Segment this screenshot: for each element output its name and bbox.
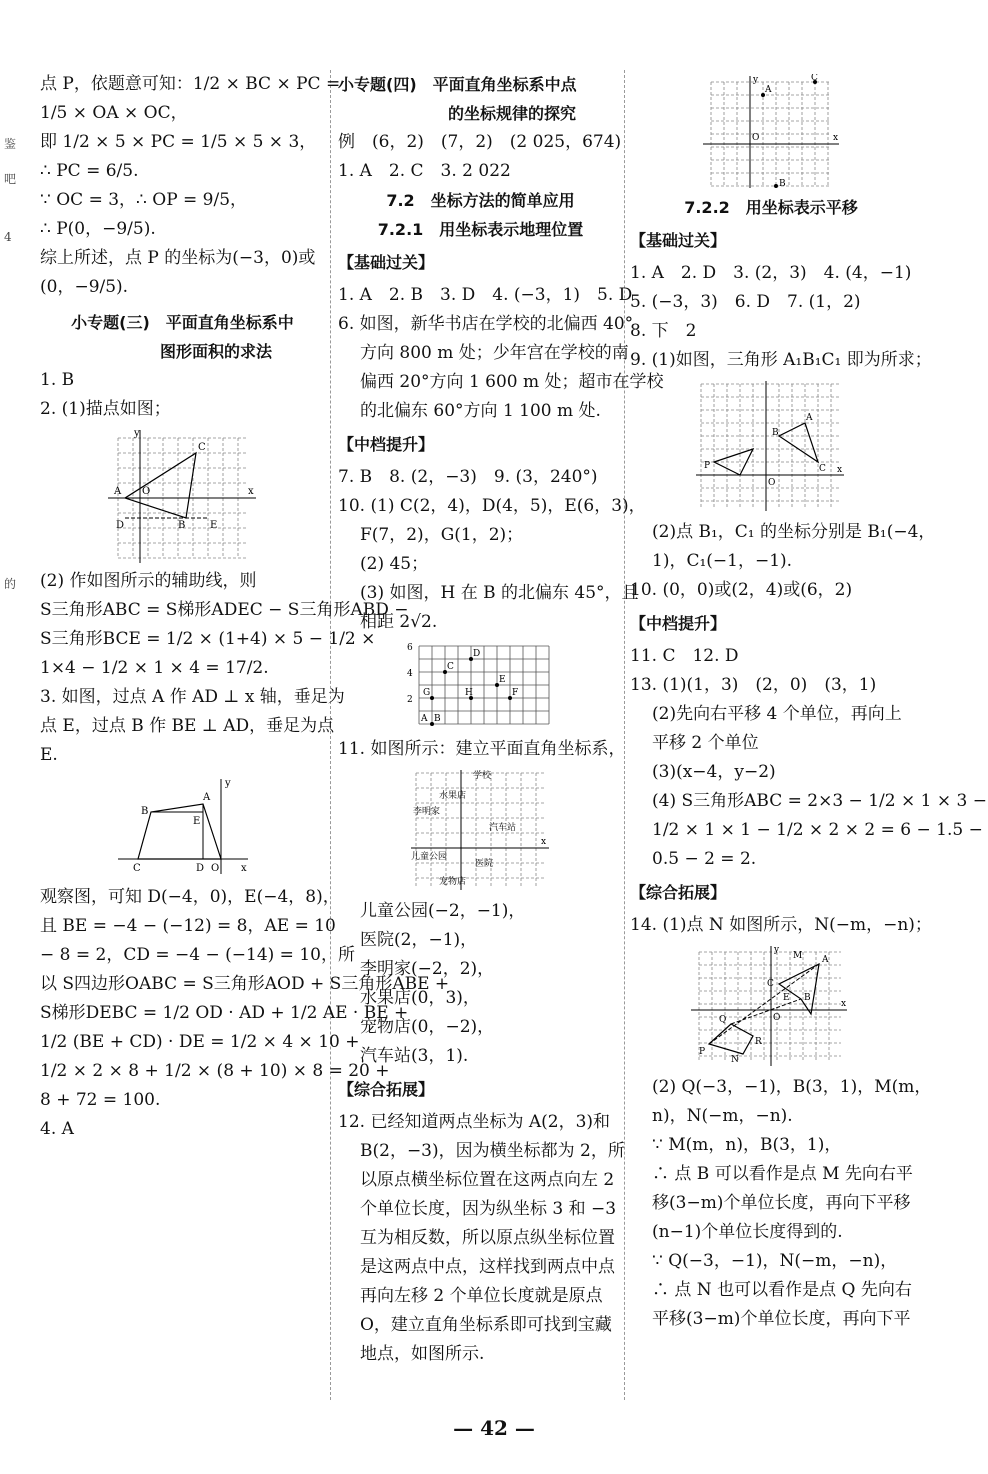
point-label: G [422,688,430,698]
topic-title: 的坐标规律的探究 [448,104,577,123]
point-label: B [177,520,185,531]
answer: 11. C 12. D [630,646,739,666]
point-label: E [498,675,506,685]
point-label: E [209,520,217,531]
point-label: D [472,649,480,659]
text-line: ∵ Q(−3，−1)，N(−m，−n)， [652,1251,898,1271]
quadrilateral-figure [113,774,253,879]
text-line: 水果店(0，3)， [360,988,480,1008]
point-label: C [132,863,141,874]
point-label: A [822,955,829,965]
text-line: B(2，−3)，因为横坐标都为 2，所 [360,1141,625,1161]
point-label: O [210,863,219,874]
axis-label: y [224,778,231,789]
axis-label: x [833,133,839,143]
text-line: − 8 = 2，CD = −4 − (−14) = 10，所 [40,945,355,965]
text-line: 14. (1)点 N 如图所示，N(−m，−n)； [630,915,932,935]
point-label: H [464,688,473,698]
tick-label: 6 [406,643,413,653]
place-label: 水果店 [438,791,466,801]
axis-label: y [753,75,759,85]
text-line: S梯形DEBC = 1/2 OD · AD + 1/2 AE · BE + [40,1003,409,1023]
text-line: 移(3−m)个单位长度，再向下平移 [652,1193,911,1213]
text-line: (3)(x−4，y−2) [652,762,776,782]
text-line: F(7，2)，G(1，2)； [360,525,524,545]
point-label: R [755,1037,762,1047]
text-line: 1/5 × OA × OC， [40,103,188,123]
text-line: 以原点横坐标位置在这两点向左 2 [360,1170,615,1190]
point-label: P [704,461,711,471]
text-line: 且 BE = −4 − (−12) = 8，AE = 10 [40,916,336,936]
answer: 1. B [40,370,75,390]
point-label: B [140,806,148,817]
point-label: C [767,979,774,989]
point-label: O [768,478,776,488]
text-line: 13. (1)(1，3) (2，0) (3，1) [630,675,877,695]
point-label: O [141,486,150,497]
point-label: B [433,714,441,724]
point-label: E [192,816,200,827]
place-label: 汽车站 [488,823,516,833]
text-line: 汽车站(3，1). [360,1046,469,1066]
point-label: C [811,74,818,83]
text-line: 平移 2 个单位 [652,733,759,753]
text-line: ∴ PC = 6/5. [40,161,139,181]
text-line: 相距 2√2. [360,612,438,632]
text-line: 综上所述，点 P 的坐标为(−3，0)或 [40,248,316,268]
text-line: 以 S四边形OABC = S三角形AOD + S三角形ABE + [40,974,450,994]
text-line: (2)点 B₁，C₁ 的坐标分别是 B₁(−4， [652,522,936,542]
place-label: 李明家 [412,807,440,817]
text-line: 1/2 × 2 × 8 + 1/2 × (8 + 10) × 8 = 20 + [40,1061,390,1081]
point-label: B [804,993,811,1003]
text-line: (n−1)个单位长度得到的. [652,1222,843,1242]
point-label: C [197,442,206,453]
answer: 1. A 2. C 3. 2 022 [338,161,511,181]
text-line: 地点，如图所示. [360,1344,485,1364]
text-line: (2) Q(−3，−1)，B(3，1)，M(m， [652,1077,932,1097]
point-label: O [773,1013,781,1023]
text-line: O，建立直角坐标系即可找到宝藏 [360,1315,612,1335]
point-label: M [793,951,803,961]
text-line: (2) 45； [360,554,429,574]
edge-char: 4 [4,230,12,244]
basic-heading: 【基础过关】 [630,231,727,250]
text-line: (0，−9/5). [40,277,129,297]
answer: 1. A 2. D 3. (2，3) 4. (4，−1) [630,263,912,283]
point-label: A [765,85,772,95]
basic-heading: 【基础过关】 [338,253,435,272]
subsection-title: 7.2.1 用坐标表示地理位置 [377,220,584,239]
text-line: 即 1/2 × 5 × PC = 1/5 × 5 × 3， [40,132,317,152]
text-line: 互为相反数，所以原点纵坐标位置 [360,1228,615,1248]
axis-label: x [540,837,546,847]
text-line: 0.5 − 2 = 2. [652,849,757,869]
text-line: 是这两点中点，这样找到两点中点 [360,1257,615,1277]
answer: 4. A [40,1119,74,1139]
answer: 例 (6，2) (7，2) (2 025，674) [338,132,622,152]
text-line: 李明家(−2，2)， [360,959,495,979]
text-line: 1)，C₁(−1，−1). [652,551,793,571]
text-line: ∵ OC = 3，∴ OP = 9/5， [40,190,248,210]
text-line: 3. 如图，过点 A 作 AD ⊥ x 轴，垂足为 [40,687,345,707]
text-line: (3) 如图，H 在 B 的北偏东 45°，且 [360,583,639,603]
point-label: C [819,464,826,474]
point-label: B [779,179,786,189]
treasure-figure [701,74,841,189]
column-divider [624,70,625,1400]
tick-label: 2 [406,695,413,705]
text-line: 再向左移 2 个单位长度就是原点 [360,1286,603,1306]
place-label: 宠物店 [438,877,466,887]
point-label: E [783,993,790,1003]
text-line: 9. (1)如图，三角形 A₁B₁C₁ 即为所求； [630,350,932,370]
axis-label: x [837,465,843,475]
text-line: 个单位长度，因为纵坐标 3 和 −3 [360,1199,617,1219]
point-label: F [511,688,518,698]
text-line: n)，N(−m，−n). [652,1106,793,1126]
edge-char: 鉴 [4,137,17,151]
text-line: 点 E，过点 B 作 BE ⊥ AD，垂足为点 [40,716,335,736]
text-line: 偏西 20°方向 1 600 m 处；超市在学校 [360,372,664,392]
place-label: 医院 [474,859,493,869]
text-line: ∵ M(m，n)，B(3，1)， [652,1135,842,1155]
answer: 1. A 2. B 3. D 4. (−3，1) 5. D [338,285,633,305]
section-title: 7.2 坐标方法的简单应用 [386,191,575,210]
axis-label: y [774,945,780,955]
point-label: B [772,428,779,438]
text-line: 的北偏东 60°方向 1 100 m 处. [360,401,601,421]
mid-heading: 【中档提升】 [630,614,727,633]
text-line: 平移(3−m)个单位长度，再向下平 [652,1309,911,1329]
axis-label: y [133,428,140,439]
answer: 8. 下 2 [630,321,697,341]
edge-char: 吧 [4,172,17,186]
text-line: 12. 已经知道两点坐标为 A(2，3)和 [338,1112,611,1132]
text-line: 10. (1) C(2，4)，D(4，5)，E(6，3)， [338,496,646,516]
place-label: 儿童公园 [410,852,447,862]
point-label: A [113,486,121,497]
text-line: 8 + 72 = 100. [40,1090,161,1110]
coordinate-figure-abc [108,428,258,563]
answer: 2. (1)描点如图； [40,399,171,419]
tick-label: 4 [406,669,413,679]
text-line: (2) 作如图所示的辅助线，则 [40,571,257,591]
text-line: (2)先向右平移 4 个单位，再向上 [652,704,902,724]
ext-heading: 【综合拓展】 [630,883,727,902]
text-line: 11. 如图所示：建立平面直角坐标系， [338,739,626,759]
point-label: D [195,863,204,874]
translation-figure-q9 [696,379,846,514]
place-label: 学校 [472,771,491,781]
point-label: A [806,413,813,423]
text-line: S三角形BCE = 1/2 × (1+4) × 5 − 1/2 × [40,629,376,649]
text-line: 1×4 − 1/2 × 1 × 4 = 17/2. [40,658,269,678]
text-line: ∴ P(0，−9/5). [40,219,156,239]
page-number: — 42 — [453,1416,535,1440]
text-line: 观察图，可知 D(−4，0)，E(−4，8)， [40,887,340,907]
page-number-value: 42 [480,1416,508,1440]
axis-label: x [247,486,254,497]
text-line: 宠物店(0，−2)， [360,1017,495,1037]
grid-figure-q10 [401,641,561,731]
axis-label: x [841,999,847,1009]
edge-char: 的 [4,577,17,591]
topic-title: 图形面积的求法 [160,342,273,361]
point-label: D [115,520,124,531]
translation-figure-q14 [691,944,851,1069]
text-line: S三角形ABC = S梯形ADEC − S三角形ABD − [40,600,409,620]
text-line: ∴ 点 B 可以看作是点 M 先向右平 [652,1164,913,1184]
text-line: 儿童公园(−2，−1)， [360,901,526,921]
point-label: C [446,662,454,672]
text-line: 方向 800 m 处；少年宫在学校的南 [360,343,629,363]
text-line: 6. 如图，新华书店在学校的北偏西 40° [338,314,634,334]
text-line: 1/2 (BE + CD) · DE = 1/2 × 4 × 10 + [40,1032,360,1052]
topic-title: 小专题(四) 平面直角坐标系中点 [338,75,577,94]
text-line: 点 P，依题意可知：1/2 × BC × PC = [40,74,341,94]
text-line: 1/2 × 1 × 1 − 1/2 × 2 × 2 = 6 − 1.5 − [652,820,983,840]
subsection-title: 7.2.2 用坐标表示平移 [684,198,858,217]
point-label: A [420,714,427,724]
point-label: A [202,792,210,803]
mid-heading: 【中档提升】 [338,435,435,454]
text-line: (4) S三角形ABC = 2×3 − 1/2 × 1 × 3 − [652,791,987,811]
point-label: N [731,1055,739,1065]
point-label: P [699,1047,706,1057]
text-line: ∴ 点 N 也可以看作是点 Q 先向右 [652,1280,912,1300]
answer: 5. (−3，3) 6. D 7. (1，2) [630,292,861,312]
topic-title: 小专题(三) 平面直角坐标系中 [71,313,294,332]
axis-label: x [240,863,247,874]
map-figure-q11 [411,768,551,893]
text-line: 医院(2，−1)， [360,930,478,950]
text-line: E. [40,745,58,765]
point-label: O [752,133,760,143]
column-3 [630,70,987,1334]
answer: 7. B 8. (2，−3) 9. (3，240°) [338,467,598,487]
ext-heading: 【综合拓展】 [338,1080,435,1099]
point-label: Q [719,1015,727,1025]
answer: 10. (0，0)或(2，4)或(6，2) [630,580,853,600]
